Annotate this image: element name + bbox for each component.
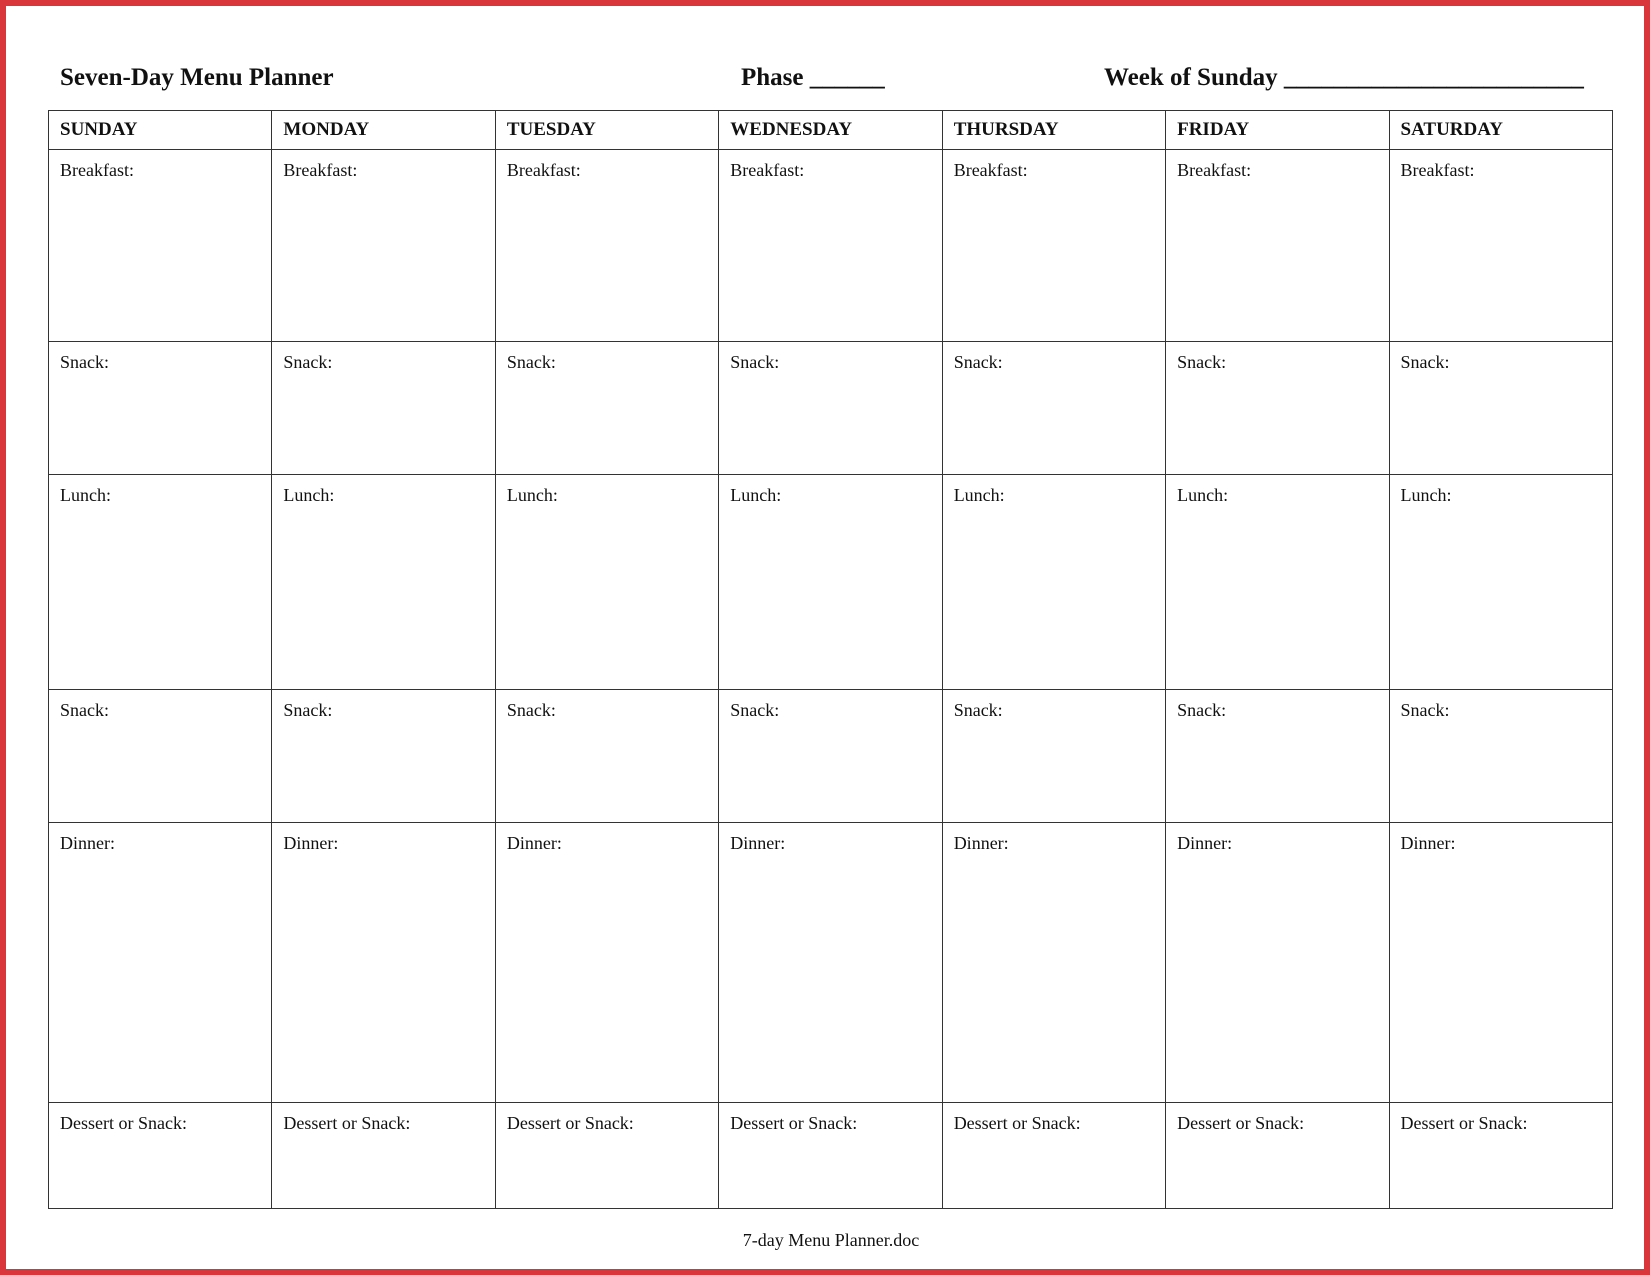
breakfast-cell-saturday[interactable]: Breakfast:	[1389, 150, 1612, 342]
dessert-cell-tuesday[interactable]: Dessert or Snack:	[495, 1103, 718, 1209]
dessert-cell-friday[interactable]: Dessert or Snack:	[1166, 1103, 1389, 1209]
breakfast-row	[49, 150, 1613, 342]
dinner-cell-wednesday[interactable]: Dinner:	[719, 823, 942, 1103]
dinner-cell-thursday[interactable]: Dinner:	[942, 823, 1165, 1103]
breakfast-cell-sunday[interactable]: Breakfast:	[49, 150, 272, 342]
dinner-cell-saturday[interactable]: Dinner:	[1389, 823, 1612, 1103]
day-header-wednesday: WEDNESDAY	[719, 111, 942, 150]
footer-filename: 7-day Menu Planner.doc	[742, 1230, 920, 1250]
lunch-cell-thursday[interactable]: Lunch:	[942, 475, 1165, 690]
page-title: Seven-Day Menu Planner	[60, 64, 334, 91]
snack-cell-thursday[interactable]: Snack:	[942, 690, 1165, 823]
dinner-cell-monday[interactable]: Dinner:	[272, 823, 495, 1103]
snack-cell-tuesday[interactable]: Snack:	[495, 342, 718, 475]
dinner-row	[49, 823, 1613, 1103]
day-header-saturday: SATURDAY	[1389, 111, 1612, 150]
afternoon-snack-row	[49, 690, 1613, 823]
breakfast-cell-wednesday[interactable]: Breakfast:	[719, 150, 942, 342]
day-header-tuesday: TUESDAY	[495, 111, 718, 150]
snack-cell-saturday[interactable]: Snack:	[1389, 690, 1612, 823]
lunch-row	[49, 475, 1613, 690]
snack-cell-monday[interactable]: Snack:	[272, 690, 495, 823]
snack-cell-sunday[interactable]: Snack:	[49, 342, 272, 475]
lunch-cell-monday[interactable]: Lunch:	[272, 475, 495, 690]
menu-planner-table	[48, 110, 1613, 1209]
snack-cell-sunday[interactable]: Snack:	[49, 690, 272, 823]
day-header-friday: FRIDAY	[1166, 111, 1389, 150]
dinner-cell-sunday[interactable]: Dinner:	[49, 823, 272, 1103]
morning-snack-row	[49, 342, 1613, 475]
phase-field: Phase ______	[741, 64, 885, 91]
snack-cell-wednesday[interactable]: Snack:	[719, 690, 942, 823]
week-of-sunday-field: Week of Sunday ________________________	[1104, 64, 1584, 91]
lunch-cell-saturday[interactable]: Lunch:	[1389, 475, 1612, 690]
dinner-cell-friday[interactable]: Dinner:	[1166, 823, 1389, 1103]
dessert-cell-wednesday[interactable]: Dessert or Snack:	[719, 1103, 942, 1209]
lunch-cell-friday[interactable]: Lunch:	[1166, 475, 1389, 690]
day-header-row	[49, 111, 1613, 150]
dessert-row	[49, 1103, 1613, 1209]
snack-cell-wednesday[interactable]: Snack:	[719, 342, 942, 475]
lunch-cell-tuesday[interactable]: Lunch:	[495, 475, 718, 690]
lunch-cell-wednesday[interactable]: Lunch:	[719, 475, 942, 690]
dessert-cell-thursday[interactable]: Dessert or Snack:	[942, 1103, 1165, 1209]
day-header-thursday: THURSDAY	[942, 111, 1165, 150]
snack-cell-friday[interactable]: Snack:	[1166, 690, 1389, 823]
snack-cell-friday[interactable]: Snack:	[1166, 342, 1389, 475]
breakfast-cell-tuesday[interactable]: Breakfast:	[495, 150, 718, 342]
day-header-sunday: SUNDAY	[49, 111, 272, 150]
dessert-cell-monday[interactable]: Dessert or Snack:	[272, 1103, 495, 1209]
lunch-cell-sunday[interactable]: Lunch:	[49, 475, 272, 690]
breakfast-cell-monday[interactable]: Breakfast:	[272, 150, 495, 342]
snack-cell-thursday[interactable]: Snack:	[942, 342, 1165, 475]
snack-cell-monday[interactable]: Snack:	[272, 342, 495, 475]
day-header-monday: MONDAY	[272, 111, 495, 150]
dessert-cell-saturday[interactable]: Dessert or Snack:	[1389, 1103, 1612, 1209]
snack-cell-saturday[interactable]: Snack:	[1389, 342, 1612, 475]
dessert-cell-sunday[interactable]: Dessert or Snack:	[49, 1103, 272, 1209]
breakfast-cell-thursday[interactable]: Breakfast:	[942, 150, 1165, 342]
breakfast-cell-friday[interactable]: Breakfast:	[1166, 150, 1389, 342]
dinner-cell-tuesday[interactable]: Dinner:	[495, 823, 718, 1103]
snack-cell-tuesday[interactable]: Snack:	[495, 690, 718, 823]
